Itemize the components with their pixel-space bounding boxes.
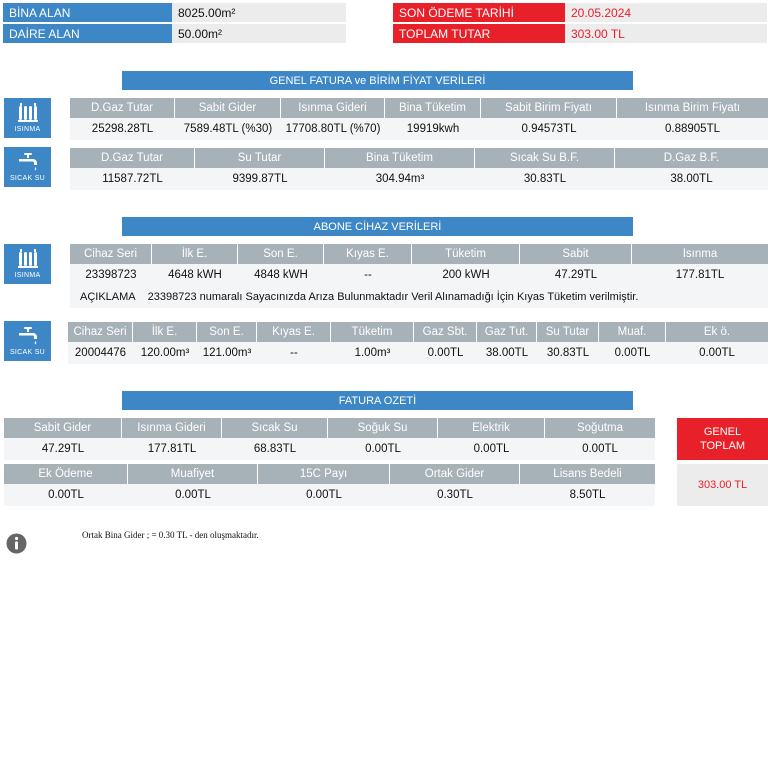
abone-isinma-header: Tüketim	[412, 244, 520, 264]
abone-sicaksu-header: Gaz Tut.	[477, 322, 537, 342]
ozet-row2-value: 0.30TL	[390, 484, 520, 506]
genel-isinma-header: Isınma Birim Fiyatı	[617, 98, 768, 118]
ozet-row1-header: Sabit Gider	[4, 418, 122, 438]
ozet-row1-header: Soğuk Su	[328, 418, 438, 438]
abone-isinma-header: Cihaz Seri	[70, 244, 152, 264]
genel-sicaksu-header: Sıcak Su B.F.	[475, 148, 615, 168]
ozet-row1-value: 68.83TL	[222, 438, 328, 460]
genel-toplam-line2: TOPLAM	[699, 440, 746, 452]
bina-alan-label: BİNA ALAN	[3, 3, 172, 22]
faucet-icon	[16, 151, 40, 173]
genel-toplam-line1: GENEL	[703, 426, 742, 438]
ozet-row1-header: Elektrik	[438, 418, 545, 438]
footnote-text: Ortak Bina Gider ; = 0.30 TL - den oluşmaktadır.	[82, 530, 259, 540]
genel-sicaksu-header: D.Gaz B.F.	[615, 148, 768, 168]
genel-toplam-value: 303.00 TL	[677, 464, 768, 506]
isinma-icon-caption: ISINMA	[14, 126, 41, 133]
ozet-row2-value: 8.50TL	[520, 484, 655, 506]
abone-sicaksu-icon-box	[4, 321, 51, 361]
ozet-row1-value: 0.00TL	[438, 438, 545, 460]
genel-fatura-title: GENEL FATURA ve BİRİM FİYAT VERİLERİ	[122, 71, 633, 90]
daire-alan-value: 50.00m²	[172, 24, 346, 43]
abone-isinma-header: Isınma	[632, 244, 768, 264]
genel-sicaksu-value: 11587.72TL	[70, 168, 195, 190]
genel-isinma-value: 17708.80TL (%70)	[281, 118, 385, 140]
ozet-row2-header: Lisans Bedeli	[520, 464, 655, 484]
ozet-row1-header: Soğutma	[545, 418, 655, 438]
genel-isinma-value: 7589.48TL (%30)	[175, 118, 281, 140]
ozet-row2-header: Ek Ödeme	[4, 464, 128, 484]
abone-isinma-value: 23398723	[70, 264, 152, 286]
genel-isinma-header: Sabit Gider	[175, 98, 281, 118]
abone-isinma-value: 47.29TL	[520, 264, 632, 286]
abone-sicaksu-value: 30.83TL	[537, 342, 599, 364]
abone-sicaksu-header: Son E.	[197, 322, 257, 342]
ozet-row2-value: 0.00TL	[258, 484, 390, 506]
abone-isinma-header: İlk E.	[152, 244, 238, 264]
genel-sicaksu-value: 30.83TL	[475, 168, 615, 190]
abone-sicaksu-value: 20004476	[68, 342, 133, 364]
abone-sicaksu-header: Cihaz Seri	[68, 322, 133, 342]
abone-sicaksu-header: Su Tutar	[537, 322, 599, 342]
genel-sicaksu-header: D.Gaz Tutar	[70, 148, 195, 168]
abone-aciklama	[70, 286, 768, 308]
ozet-row1-header: Isınma Gideri	[122, 418, 222, 438]
ozet-row1-value: 47.29TL	[4, 438, 122, 460]
abone-sicaksu-value: --	[257, 342, 331, 364]
genel-toplam-label	[677, 418, 768, 460]
radiator-icon	[17, 248, 39, 270]
ozet-row1-header: Sıcak Su	[222, 418, 328, 438]
abone-isinma-value: 200 kWH	[412, 264, 520, 286]
genel-sicaksu-header: Su Tutar	[195, 148, 325, 168]
genel-isinma-value: 19919kwh	[385, 118, 481, 140]
isinma-icon-box	[4, 98, 51, 138]
abone-isinma-header: Son E.	[238, 244, 324, 264]
abone-sicaksu-value: 0.00TL	[666, 342, 768, 364]
abone-sicaksu-value: 0.00TL	[599, 342, 666, 364]
aciklama-label: AÇIKLAMA	[80, 291, 136, 303]
abone-isinma-value: 4848 kWH	[238, 264, 324, 286]
abone-sicaksu-value: 1.00m³	[331, 342, 414, 364]
genel-isinma-header: Bina Tüketim	[385, 98, 481, 118]
ozet-row2-header: Ortak Gider	[390, 464, 520, 484]
ozet-row1-value: 0.00TL	[545, 438, 655, 460]
genel-sicaksu-header: Bina Tüketim	[325, 148, 475, 168]
abone-sicaksu-value: 38.00TL	[477, 342, 537, 364]
genel-isinma-header: Sabit Birim Fiyatı	[481, 98, 617, 118]
abone-isinma-header: Kıyas E.	[324, 244, 412, 264]
sicaksu-icon-caption: SICAK SU	[9, 175, 46, 182]
abone-sicaksu-header: İlk E.	[133, 322, 197, 342]
abone-sicaksu-value: 120.00m³	[133, 342, 197, 364]
abone-sicaksu-header: Gaz Sbt.	[414, 322, 477, 342]
genel-isinma-header: Isınma Gideri	[281, 98, 385, 118]
genel-sicaksu-value: 304.94m³	[325, 168, 475, 190]
sicaksu-icon-box	[4, 147, 51, 187]
abone-isinma-icon-box	[4, 244, 51, 284]
genel-isinma-value: 0.94573TL	[481, 118, 617, 140]
fatura-ozeti-title: FATURA OZETİ	[122, 391, 633, 410]
genel-sicaksu-value: 9399.87TL	[195, 168, 325, 190]
son-odeme-value: 20.05.2024	[565, 3, 767, 22]
toplam-tutar-value: 303.00 TL	[565, 24, 767, 43]
bina-alan-value: 8025.00m²	[172, 3, 346, 22]
toplam-tutar-label: TOPLAM TUTAR	[393, 24, 565, 43]
aciklama-text: 23398723 numaralı Sayacınızda Arıza Bulunmaktadır Veril Alınamadığı İçin Kıyas Tüketim verilmiştir.	[147, 291, 639, 303]
abone-sicaksu-header: Tüketim	[331, 322, 414, 342]
faucet-icon	[16, 325, 40, 347]
ozet-row2-value: 0.00TL	[128, 484, 258, 506]
ozet-row1-value: 177.81TL	[122, 438, 222, 460]
ozet-row2-header: Muafiyet	[128, 464, 258, 484]
ozet-row1-value: 0.00TL	[328, 438, 438, 460]
info-icon	[6, 533, 27, 554]
abone-cihaz-title: ABONE CİHAZ VERİLERİ	[122, 217, 633, 236]
genel-isinma-value: 25298.28TL	[70, 118, 175, 140]
radiator-icon	[17, 102, 39, 124]
genel-isinma-value: 0.88905TL	[617, 118, 768, 140]
genel-isinma-header: D.Gaz Tutar	[70, 98, 175, 118]
abone-isinma-value: 177.81TL	[632, 264, 768, 286]
genel-sicaksu-value: 38.00TL	[615, 168, 768, 190]
abone-sicaksu-header: Muaf.	[599, 322, 666, 342]
abone-isinma-icon-caption: ISINMA	[14, 272, 41, 279]
abone-sicaksu-value: 121.00m³	[197, 342, 257, 364]
abone-isinma-value: 4648 kWH	[152, 264, 238, 286]
ozet-row2-header: 15C Payı	[258, 464, 390, 484]
abone-isinma-header: Sabit	[520, 244, 632, 264]
son-odeme-label: SON ÖDEME TARİHİ	[393, 3, 565, 22]
abone-sicaksu-header: Ek ö.	[666, 322, 768, 342]
ozet-row2-value: 0.00TL	[4, 484, 128, 506]
abone-sicaksu-value: 0.00TL	[414, 342, 477, 364]
abone-sicaksu-icon-caption: SICAK SU	[9, 349, 46, 356]
abone-isinma-value: --	[324, 264, 412, 286]
daire-alan-label: DAİRE ALAN	[3, 24, 172, 43]
abone-sicaksu-header: Kıyas E.	[257, 322, 331, 342]
